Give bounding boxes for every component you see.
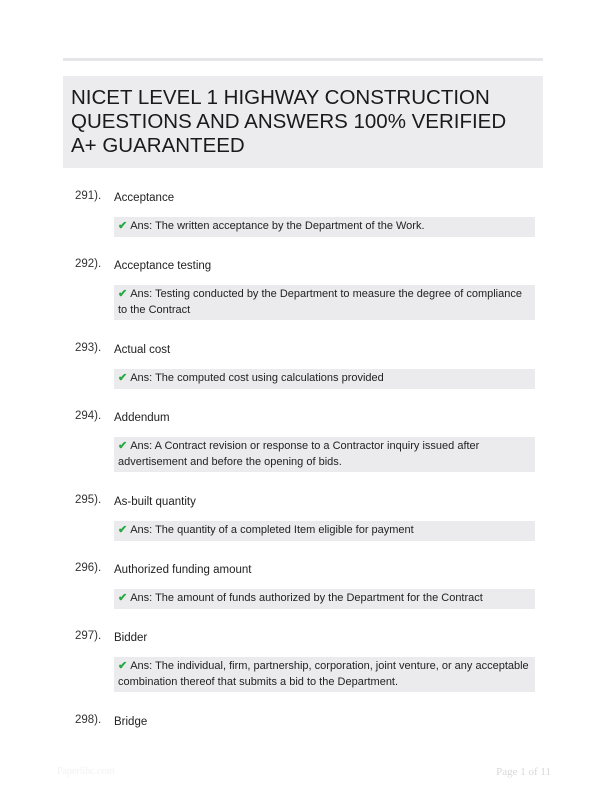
check-mark-icon: ✔: [118, 592, 128, 604]
question-number: 295).: [75, 494, 102, 506]
qa-item: [63, 410, 543, 494]
page-indicator: Page 1 of 11: [496, 766, 551, 778]
answer-box: [114, 369, 535, 389]
question-term: Authorized funding amount: [114, 564, 252, 576]
question-term: Actual cost: [114, 344, 171, 356]
qa-item: [63, 258, 543, 342]
check-mark-icon: ✔: [118, 524, 128, 536]
check-mark-icon: ✔: [118, 220, 128, 232]
answer-text: Ans: A Contract revision or response to a Contractor inquiry issued after advertisement and before the opening of bids.: [118, 440, 480, 468]
footer-site: Paperlibc.com: [57, 766, 115, 777]
answer-text: Ans: The quantity of a completed Item eligible for payment: [130, 524, 414, 536]
qa-item: [63, 562, 543, 630]
qa-item: [63, 630, 543, 714]
question-term: Acceptance: [114, 192, 175, 204]
question-term: Bidder: [114, 632, 148, 644]
qa-list: [63, 190, 543, 730]
question-number: 293).: [75, 342, 102, 354]
question-term: Acceptance testing: [114, 260, 212, 272]
check-mark-icon: ✔: [118, 660, 128, 672]
answer-box: [114, 217, 535, 237]
title-banner: [63, 76, 543, 168]
check-mark-icon: ✔: [118, 288, 128, 300]
question-number: 291).: [75, 190, 102, 202]
answer-text: Ans: Testing conducted by the Department to measure the degree of compliance to the Contract: [118, 288, 522, 316]
top-divider: [63, 58, 543, 61]
answer-text: Ans: The computed cost using calculations provided: [130, 372, 384, 384]
answer-box: [114, 589, 535, 609]
qa-item: [63, 714, 543, 730]
document-title: NICET LEVEL 1 HIGHWAY CONSTRUCTION QUESTIONS AND ANSWERS 100% VERIFIED A+ GUARANTEED: [71, 86, 507, 157]
question-term: As-built quantity: [114, 496, 196, 508]
answer-box: [114, 437, 535, 472]
question-number: 292).: [75, 258, 102, 270]
question-term: Addendum: [114, 412, 170, 424]
question-term: Bridge: [114, 716, 148, 728]
answer-text: Ans: The written acceptance by the Department of the Work.: [130, 220, 425, 232]
answer-text: Ans: The amount of funds authorized by the Department for the Contract: [130, 592, 483, 604]
answer-text: Ans: The individual, firm, partnership, corporation, joint venture, or any acceptable combination thereof that submits a bid to the Department.: [118, 660, 529, 688]
question-number: 294).: [75, 410, 102, 422]
check-mark-icon: ✔: [118, 440, 128, 452]
answer-box: [114, 285, 535, 320]
check-mark-icon: ✔: [118, 372, 128, 384]
qa-item: [63, 190, 543, 258]
qa-item: [63, 494, 543, 562]
question-number: 298).: [75, 714, 102, 726]
answer-box: [114, 521, 535, 541]
answer-box: [114, 657, 535, 692]
question-number: 296).: [75, 562, 102, 574]
qa-item: [63, 342, 543, 410]
question-number: 297).: [75, 630, 102, 642]
